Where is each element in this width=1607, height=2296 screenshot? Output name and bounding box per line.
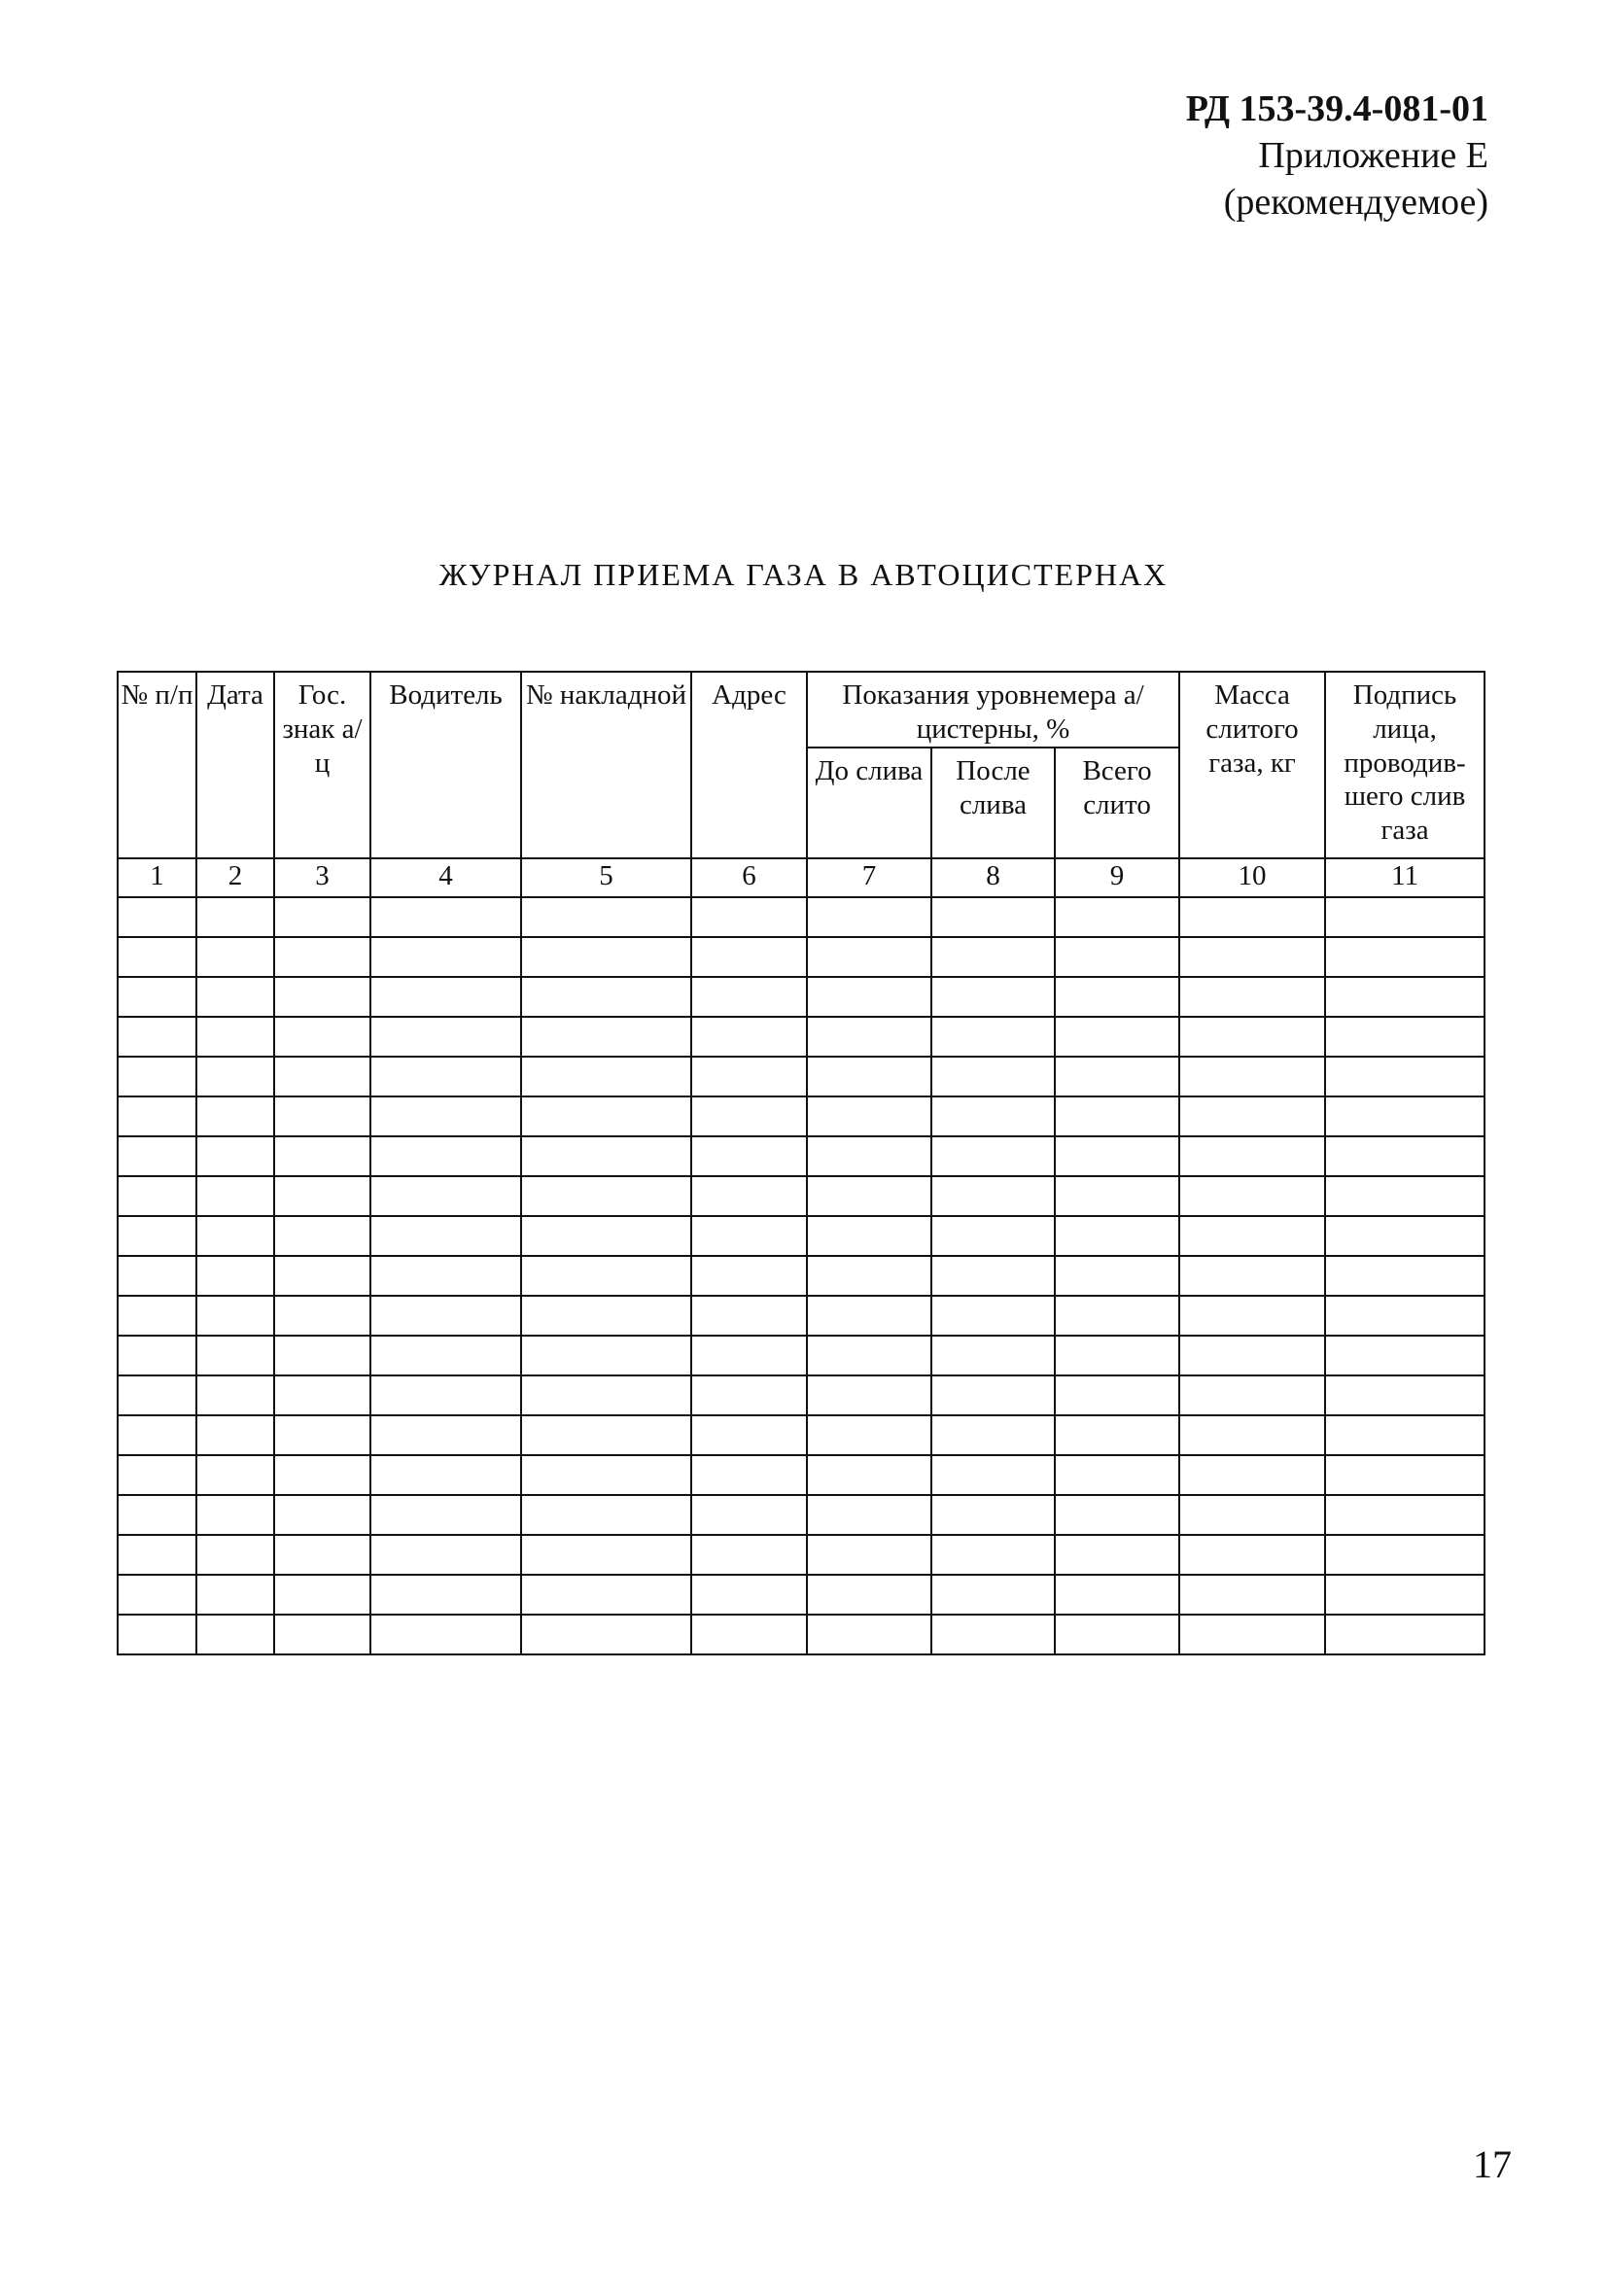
col-header-waybill: № накладной: [521, 672, 691, 858]
table-cell: [521, 1375, 691, 1415]
table-cell: [807, 1615, 931, 1654]
table-cell: [807, 977, 931, 1017]
table-cell: [1325, 897, 1485, 937]
table-cell: [1325, 1415, 1485, 1455]
table-cell: [691, 1256, 807, 1296]
table-cell: [807, 1415, 931, 1455]
column-number: 5: [521, 858, 691, 897]
table-cell: [931, 1216, 1055, 1256]
table-cell: [274, 1336, 370, 1375]
table-row: [118, 1256, 1485, 1296]
table-cell: [931, 1615, 1055, 1654]
column-number: 6: [691, 858, 807, 897]
table-cell: [274, 1256, 370, 1296]
table-cell: [1055, 1176, 1179, 1216]
table-cell: [1055, 1455, 1179, 1495]
table-cell: [118, 1136, 196, 1176]
table-cell: [274, 937, 370, 977]
table-cell: [274, 1615, 370, 1654]
table-cell: [118, 1256, 196, 1296]
table-cell: [691, 977, 807, 1017]
table-cell: [196, 1017, 274, 1057]
table-cell: [370, 1017, 521, 1057]
column-number: 9: [1055, 858, 1179, 897]
table-cell: [931, 1017, 1055, 1057]
table-row: [118, 1615, 1485, 1654]
table-cell: [274, 1096, 370, 1136]
table-cell: [1325, 1455, 1485, 1495]
table-cell: [691, 1216, 807, 1256]
table-cell: [196, 1216, 274, 1256]
table-cell: [1325, 937, 1485, 977]
table-cell: [931, 1256, 1055, 1296]
table-cell: [1179, 1615, 1325, 1654]
table-cell: [521, 1455, 691, 1495]
table-cell: [1179, 977, 1325, 1017]
table-cell: [1179, 1096, 1325, 1136]
table-cell: [370, 1336, 521, 1375]
table-cell: [118, 1455, 196, 1495]
col-header-plate: Гос. знак а/ц: [274, 672, 370, 858]
table-cell: [521, 1535, 691, 1575]
journal-title: ЖУРНАЛ ПРИЕМА ГАЗА В АВТОЦИСТЕРНАХ: [438, 557, 1169, 592]
table-cell: [807, 1017, 931, 1057]
table-cell: [691, 1296, 807, 1336]
table-cell: [521, 1495, 691, 1535]
table-cell: [1179, 1256, 1325, 1296]
table-cell: [521, 1057, 691, 1096]
table-cell: [370, 1216, 521, 1256]
table-row: [118, 1017, 1485, 1057]
table-cell: [807, 1375, 931, 1415]
table-cell: [274, 1057, 370, 1096]
table-cell: [1325, 1615, 1485, 1654]
table-cell: [370, 937, 521, 977]
table-cell: [931, 1176, 1055, 1216]
table-cell: [118, 1176, 196, 1216]
col-header-number: № п/п: [118, 672, 196, 858]
table-row: [118, 1495, 1485, 1535]
table-cell: [274, 977, 370, 1017]
table-cell: [274, 897, 370, 937]
col-header-gauge-readings: Показания уровнемера а/цистерны, %: [807, 672, 1179, 748]
table-cell: [274, 1495, 370, 1535]
table-row: [118, 1375, 1485, 1415]
table-cell: [274, 1415, 370, 1455]
appendix-status: (рекомендуемое): [1223, 182, 1488, 223]
table-cell: [1179, 1575, 1325, 1615]
subcol-header-before: До слива: [807, 748, 931, 858]
table-cell: [274, 1575, 370, 1615]
table-cell: [370, 1096, 521, 1136]
table-cell: [1055, 1057, 1179, 1096]
table-cell: [807, 1455, 931, 1495]
table-cell: [691, 1575, 807, 1615]
table-cell: [691, 1415, 807, 1455]
table-cell: [931, 977, 1055, 1017]
table-cell: [1055, 1535, 1179, 1575]
table-cell: [1325, 1256, 1485, 1296]
table-cell: [370, 1455, 521, 1495]
col-header-driver: Водитель: [370, 672, 521, 858]
subcol-header-after: После слива: [931, 748, 1055, 858]
table-cell: [931, 1455, 1055, 1495]
table-cell: [1325, 1375, 1485, 1415]
table-cell: [1055, 1256, 1179, 1296]
table-cell: [807, 1535, 931, 1575]
table-cell: [196, 1455, 274, 1495]
column-number-row: [118, 858, 1485, 897]
table-cell: [370, 897, 521, 937]
table-cell: [1055, 937, 1179, 977]
table-cell: [691, 937, 807, 977]
table-cell: [1179, 1017, 1325, 1057]
table-cell: [807, 1336, 931, 1375]
table-cell: [521, 1575, 691, 1615]
table-row: [118, 897, 1485, 937]
table-cell: [196, 1136, 274, 1176]
table-cell: [196, 1176, 274, 1216]
table-cell: [1179, 1495, 1325, 1535]
table-cell: [807, 1136, 931, 1176]
table-cell: [521, 1096, 691, 1136]
table-cell: [196, 1535, 274, 1575]
col-header-mass: Масса слитого газа, кг: [1179, 672, 1325, 858]
table-cell: [691, 1017, 807, 1057]
table-cell: [118, 1017, 196, 1057]
table-cell: [1325, 1136, 1485, 1176]
table-row: [118, 1535, 1485, 1575]
table-cell: [1179, 1136, 1325, 1176]
table-cell: [1055, 1216, 1179, 1256]
table-cell: [807, 1216, 931, 1256]
table-cell: [691, 1096, 807, 1136]
table-cell: [691, 1375, 807, 1415]
table-cell: [118, 1535, 196, 1575]
table-cell: [118, 937, 196, 977]
table-cell: [196, 1096, 274, 1136]
table-row: [118, 1176, 1485, 1216]
table-cell: [1055, 1017, 1179, 1057]
table-cell: [370, 1495, 521, 1535]
table-cell: [1055, 1096, 1179, 1136]
table-cell: [1325, 1575, 1485, 1615]
table-cell: [1055, 977, 1179, 1017]
column-number: 1: [118, 858, 196, 897]
table-cell: [274, 1296, 370, 1336]
table-cell: [1179, 1336, 1325, 1375]
column-number: 8: [931, 858, 1055, 897]
table-cell: [1325, 1296, 1485, 1336]
table-cell: [1179, 1535, 1325, 1575]
table-cell: [691, 1136, 807, 1176]
table-cell: [931, 1415, 1055, 1455]
table-cell: [931, 1057, 1055, 1096]
table-cell: [1325, 1535, 1485, 1575]
table-cell: [521, 1017, 691, 1057]
column-number: 7: [807, 858, 931, 897]
table-cell: [521, 1296, 691, 1336]
table-cell: [1179, 1176, 1325, 1216]
table-cell: [370, 1136, 521, 1176]
table-cell: [1325, 1176, 1485, 1216]
table-cell: [807, 1057, 931, 1096]
table-cell: [370, 1415, 521, 1455]
table-cell: [521, 977, 691, 1017]
table-cell: [521, 897, 691, 937]
table-cell: [196, 1415, 274, 1455]
table-cell: [691, 1057, 807, 1096]
column-number: 10: [1179, 858, 1325, 897]
table-cell: [1055, 1375, 1179, 1415]
table-cell: [274, 1017, 370, 1057]
table-cell: [1055, 1415, 1179, 1455]
table-cell: [118, 1216, 196, 1256]
table-row: [118, 1057, 1485, 1096]
table-cell: [1055, 897, 1179, 937]
table-cell: [274, 1136, 370, 1176]
table-row: [118, 1575, 1485, 1615]
table-cell: [196, 1615, 274, 1654]
table-cell: [196, 1336, 274, 1375]
table-cell: [1179, 1375, 1325, 1415]
table-cell: [931, 1575, 1055, 1615]
page-number: 17: [1473, 2142, 1512, 2186]
table-cell: [931, 1296, 1055, 1336]
column-number: 4: [370, 858, 521, 897]
table-cell: [196, 1057, 274, 1096]
table-cell: [1055, 1575, 1179, 1615]
table-cell: [1055, 1336, 1179, 1375]
table-cell: [807, 1256, 931, 1296]
table-cell: [196, 977, 274, 1017]
table-cell: [931, 937, 1055, 977]
document-code: РД 153-39.4-081-01: [1185, 88, 1488, 129]
table-cell: [118, 1336, 196, 1375]
table-cell: [931, 1535, 1055, 1575]
table-cell: [521, 1176, 691, 1216]
table-cell: [931, 1336, 1055, 1375]
table-cell: [931, 1136, 1055, 1176]
table-cell: [118, 897, 196, 937]
table-cell: [1325, 1336, 1485, 1375]
table-cell: [521, 937, 691, 977]
table-row: [118, 1336, 1485, 1375]
table-cell: [196, 1256, 274, 1296]
table-cell: [118, 1615, 196, 1654]
table-cell: [274, 1375, 370, 1415]
table-cell: [1325, 1057, 1485, 1096]
table-cell: [118, 1495, 196, 1535]
table-cell: [370, 1256, 521, 1296]
table-row: [118, 1296, 1485, 1336]
table-row: [118, 977, 1485, 1017]
table-cell: [118, 1575, 196, 1615]
table-cell: [196, 1495, 274, 1535]
table-cell: [691, 1176, 807, 1216]
table-cell: [370, 1535, 521, 1575]
table-cell: [691, 1615, 807, 1654]
table-cell: [274, 1176, 370, 1216]
table-cell: [931, 1495, 1055, 1535]
table-cell: [274, 1455, 370, 1495]
table-cell: [521, 1415, 691, 1455]
col-header-address: Адрес: [691, 672, 807, 858]
table-cell: [118, 1375, 196, 1415]
table-cell: [521, 1216, 691, 1256]
column-number: 3: [274, 858, 370, 897]
column-number: 2: [196, 858, 274, 897]
table-cell: [807, 897, 931, 937]
table-cell: [118, 1296, 196, 1336]
table-cell: [196, 937, 274, 977]
table-row: [118, 1096, 1485, 1136]
table-cell: [807, 1575, 931, 1615]
table-cell: [931, 1096, 1055, 1136]
table-cell: [274, 1216, 370, 1256]
table-cell: [1055, 1495, 1179, 1535]
col-header-signature: Подпись лица, проводив-шего слив газа: [1325, 672, 1485, 858]
table-cell: [1179, 1415, 1325, 1455]
document-header: [1186, 86, 1488, 226]
table-cell: [1179, 897, 1325, 937]
subcol-header-total: Всего слито: [1055, 748, 1179, 858]
table-cell: [196, 1296, 274, 1336]
table-cell: [1325, 977, 1485, 1017]
table-cell: [1179, 1216, 1325, 1256]
table-row: [118, 1455, 1485, 1495]
table-cell: [521, 1136, 691, 1176]
table-cell: [370, 1615, 521, 1654]
table-cell: [118, 1096, 196, 1136]
table-cell: [807, 1096, 931, 1136]
table-cell: [118, 1415, 196, 1455]
table-cell: [370, 1057, 521, 1096]
table-cell: [370, 977, 521, 1017]
table-cell: [1325, 1017, 1485, 1057]
table-cell: [1325, 1495, 1485, 1535]
table-cell: [1325, 1096, 1485, 1136]
table-row: [118, 1415, 1485, 1455]
table-cell: [807, 1176, 931, 1216]
table-cell: [370, 1575, 521, 1615]
table-cell: [1055, 1296, 1179, 1336]
table-cell: [521, 1256, 691, 1296]
table-row: [118, 1136, 1485, 1176]
table-cell: [691, 1495, 807, 1535]
table-row: [118, 937, 1485, 977]
table-cell: [1179, 937, 1325, 977]
table-row: [118, 1216, 1485, 1256]
table-cell: [196, 897, 274, 937]
table-cell: [521, 1615, 691, 1654]
appendix-label: Приложение Е: [1258, 135, 1488, 176]
journal-table: [117, 671, 1485, 1655]
table-cell: [1055, 1615, 1179, 1654]
table-cell: [1179, 1455, 1325, 1495]
table-cell: [931, 1375, 1055, 1415]
table-cell: [807, 1495, 931, 1535]
table-cell: [807, 937, 931, 977]
table-cell: [691, 1336, 807, 1375]
col-header-date: Дата: [196, 672, 274, 858]
table-cell: [807, 1296, 931, 1336]
table-cell: [691, 1535, 807, 1575]
table-cell: [370, 1176, 521, 1216]
table-cell: [931, 897, 1055, 937]
table-cell: [1179, 1057, 1325, 1096]
table-cell: [1325, 1216, 1485, 1256]
table-cell: [370, 1296, 521, 1336]
table-cell: [196, 1375, 274, 1415]
table-cell: [521, 1336, 691, 1375]
table-cell: [196, 1575, 274, 1615]
table-cell: [118, 977, 196, 1017]
table-cell: [1055, 1136, 1179, 1176]
table-cell: [274, 1535, 370, 1575]
table-cell: [691, 897, 807, 937]
table-cell: [118, 1057, 196, 1096]
table-cell: [1179, 1296, 1325, 1336]
table-cell: [370, 1375, 521, 1415]
column-number: 11: [1325, 858, 1485, 897]
table-cell: [691, 1455, 807, 1495]
